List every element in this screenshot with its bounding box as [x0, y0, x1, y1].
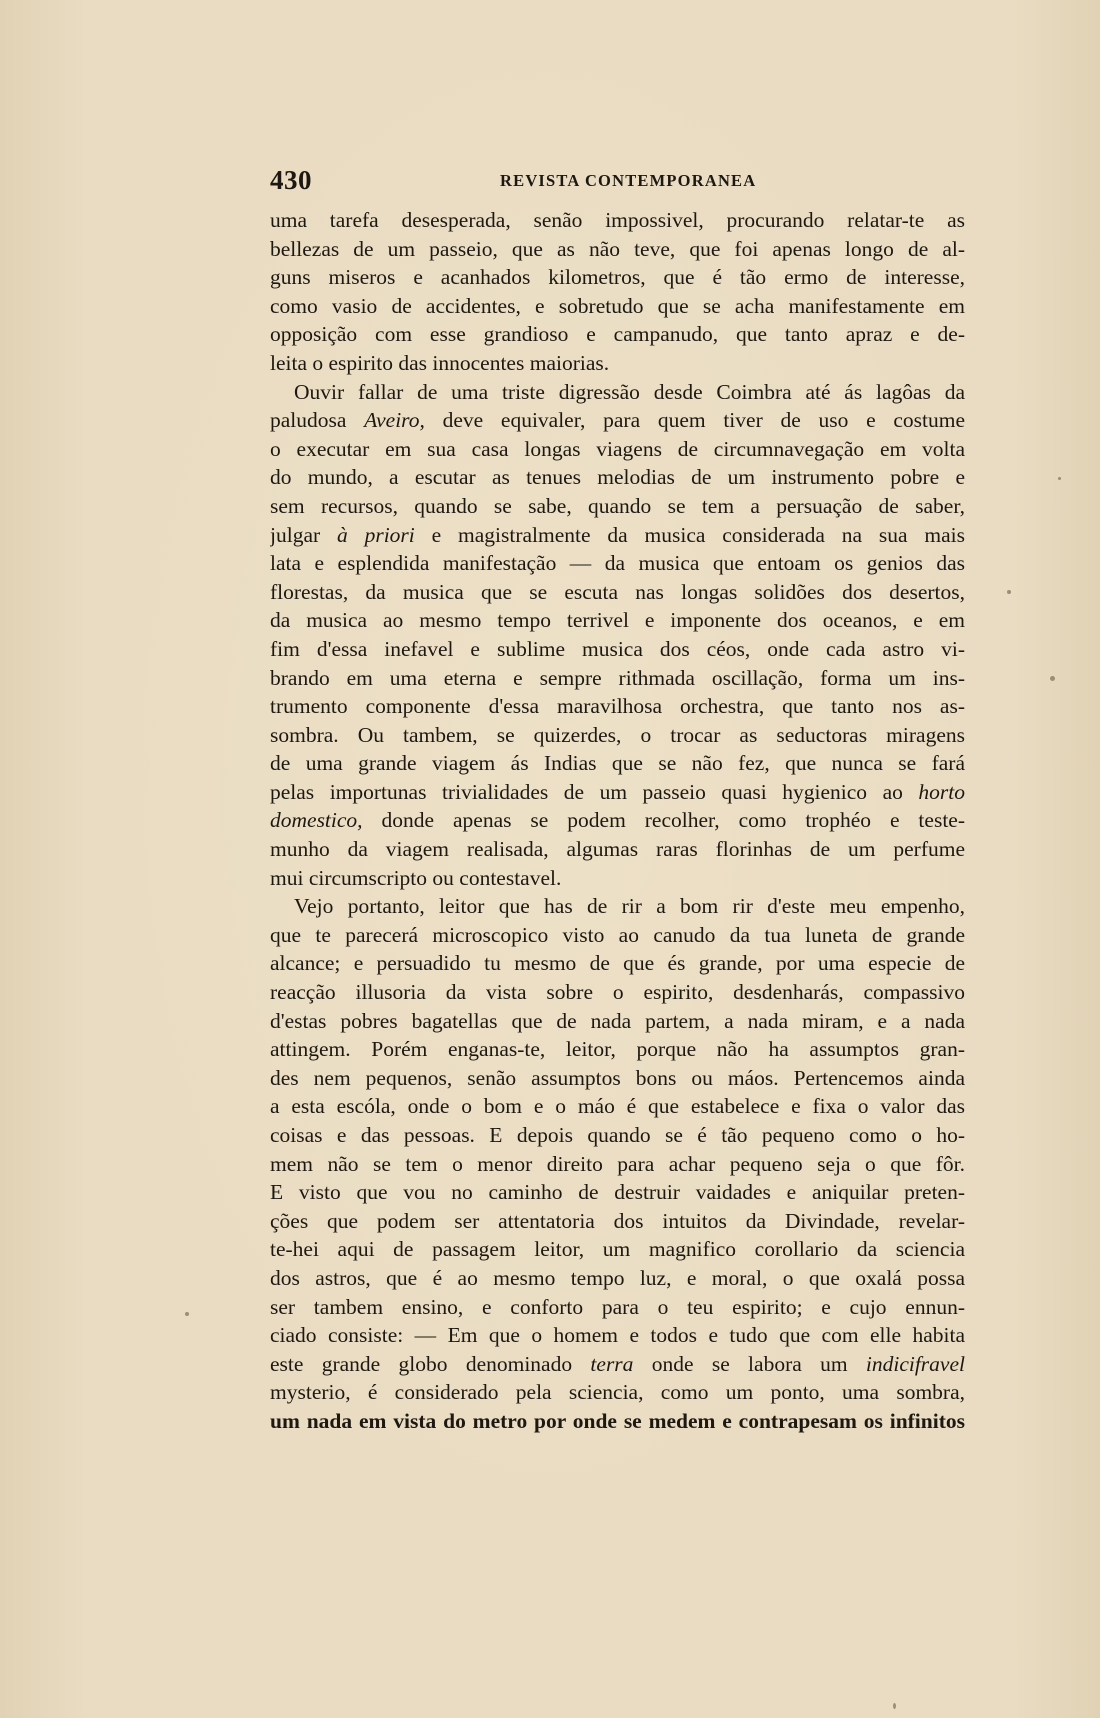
text-line: coisas e das pessoas. E depois quando se é tão pequeno como o ho- — [270, 1123, 965, 1147]
text-line: ciado consiste: — Em que o homem e todos e tudo que com elle habita — [270, 1323, 965, 1348]
text-line: Vejo portanto, leitor que has de rir a bom rir d'este meu empenho, — [294, 894, 965, 919]
text-line: Ouvir fallar de uma triste digressão desde Coimbra até ás lagôas da — [294, 379, 965, 404]
text-line: d'estas pobres bagatellas que de nada partem, a nada miram, e a nada — [270, 1008, 965, 1033]
body-text — [270, 206, 965, 1436]
text-line: bellezas de um passeio, que as não teve, que foi apenas longo de al- — [270, 236, 965, 261]
paper-speck — [1050, 676, 1055, 681]
text-line: guns miseros e acanhados kilometros, que é tão ermo de interesse, — [270, 265, 965, 290]
text-line: mui circumscripto ou contestavel. — [270, 865, 562, 890]
paper-speck — [1007, 590, 1011, 594]
text-line: fim d'essa inefavel e sublime musica dos céos, onde cada astro vi- — [270, 636, 965, 661]
text-line: uma tarefa desesperada, senão impossivel, procurando relatar-te as — [270, 208, 965, 232]
text-line: attingem. Porém enganas-te, leitor, porque não ha assumptos gran- — [270, 1037, 965, 1062]
paper-speck — [893, 1703, 896, 1709]
text-line: te-hei aqui de passagem leitor, um magnifico corollario da sciencia — [270, 1237, 965, 1262]
text-line: da musica ao mesmo tempo terrivel e imponente dos oceanos, e em — [270, 608, 965, 633]
text-line: munho da viagem realisada, algumas raras florinhas de um perfume — [270, 837, 965, 862]
italic-word: à priori — [337, 522, 415, 547]
italic-word: indicifravel — [865, 1351, 965, 1376]
text-line: ser tambem ensino, e conforto para o teu espirito; e cujo ennun- — [270, 1294, 965, 1319]
text-line: domestico, donde apenas se podem recolher, como trophéo e teste- — [270, 808, 965, 833]
text-line: leita o espirito das innocentes maiorias. — [270, 350, 610, 375]
page-number: 430 — [270, 165, 312, 195]
text-line: alcance; e persuadido tu mesmo de que és grande, por uma especie de — [270, 951, 965, 976]
text-line: florestas, da musica que se escuta nas longas solidões dos desertos, — [270, 579, 965, 604]
text-line: des nem pequenos, senão assumptos bons ou máos. Pertencemos ainda — [270, 1065, 965, 1090]
text-line: mysterio, é considerado pela sciencia, como um ponto, uma sombra, — [270, 1380, 965, 1405]
text-line: como vasio de accidentes, e sobretudo que se acha manifestamente em — [270, 293, 965, 318]
text-line: opposição com esse grandioso e campanudo, que tanto apraz e de- — [270, 322, 965, 347]
text-line: brando em uma eterna e sempre rithmada oscillação, forma um ins- — [270, 665, 965, 690]
italic-word: domestico, — [270, 808, 363, 833]
text-line: este grande globo denominado terra onde se labora um indicifravel — [270, 1351, 965, 1376]
italic-word: horto — [918, 779, 965, 804]
text-line: mem não se tem o menor direito para achar pequeno seja o que fôr. — [270, 1151, 965, 1176]
text-line: ções que podem ser attentatoria dos intuitos da Divindade, revelar- — [270, 1208, 965, 1233]
text-line: pelas importunas trivialidades de um passeio quasi hygienico ao horto — [270, 779, 965, 804]
page-header — [270, 165, 970, 195]
text-line: E visto que vou no caminho de destruir vaidades e aniquilar preten- — [270, 1180, 965, 1205]
italic-word: Aveiro, — [364, 408, 425, 433]
paper-speck — [185, 1312, 189, 1316]
text-line: julgar à priori e magistralmente da musica considerada na sua mais — [270, 522, 965, 547]
text-line: o executar em sua casa longas viagens de circumnavegação em volta — [270, 436, 965, 461]
text-line: trumento componente d'essa maravilhosa orchestra, que tanto nos as- — [270, 694, 965, 719]
paper-speck — [1058, 477, 1061, 480]
text-line: paludosa Aveiro, deve equivaler, para quem tiver de uso e costume — [270, 408, 965, 433]
text-line: do mundo, a escutar as tenues melodias de um instrumento pobre e — [270, 465, 965, 490]
text-line: de uma grande viagem ás Indias que se não fez, que nunca se fará — [270, 751, 965, 776]
text-line: sem recursos, quando se sabe, quando se tem a persuação de saber, — [270, 493, 965, 518]
text-line: que te parecerá microscopico visto ao canudo da tua luneta de grande — [270, 922, 965, 947]
italic-word: terra — [590, 1351, 634, 1376]
text-line: lata e esplendida manifestação — da musica que entoam os genios das — [270, 551, 965, 576]
text-line: reacção illusoria da vista sobre o espirito, desdenharás, compassivo — [270, 980, 965, 1005]
text-line: dos astros, que é ao mesmo tempo luz, e moral, o que oxalá possa — [270, 1265, 965, 1290]
running-title: REVISTA CONTEMPORANEA — [500, 171, 757, 190]
text-line: um nada em vista do metro por onde se medem e contrapesam os infinitos — [270, 1408, 965, 1433]
text-line: sombra. Ou tambem, se quizerdes, o trocar as seductoras miragens — [270, 722, 965, 747]
text-line: a esta escóla, onde o bom e o máo é que estabelece e fixa o valor das — [270, 1094, 965, 1119]
